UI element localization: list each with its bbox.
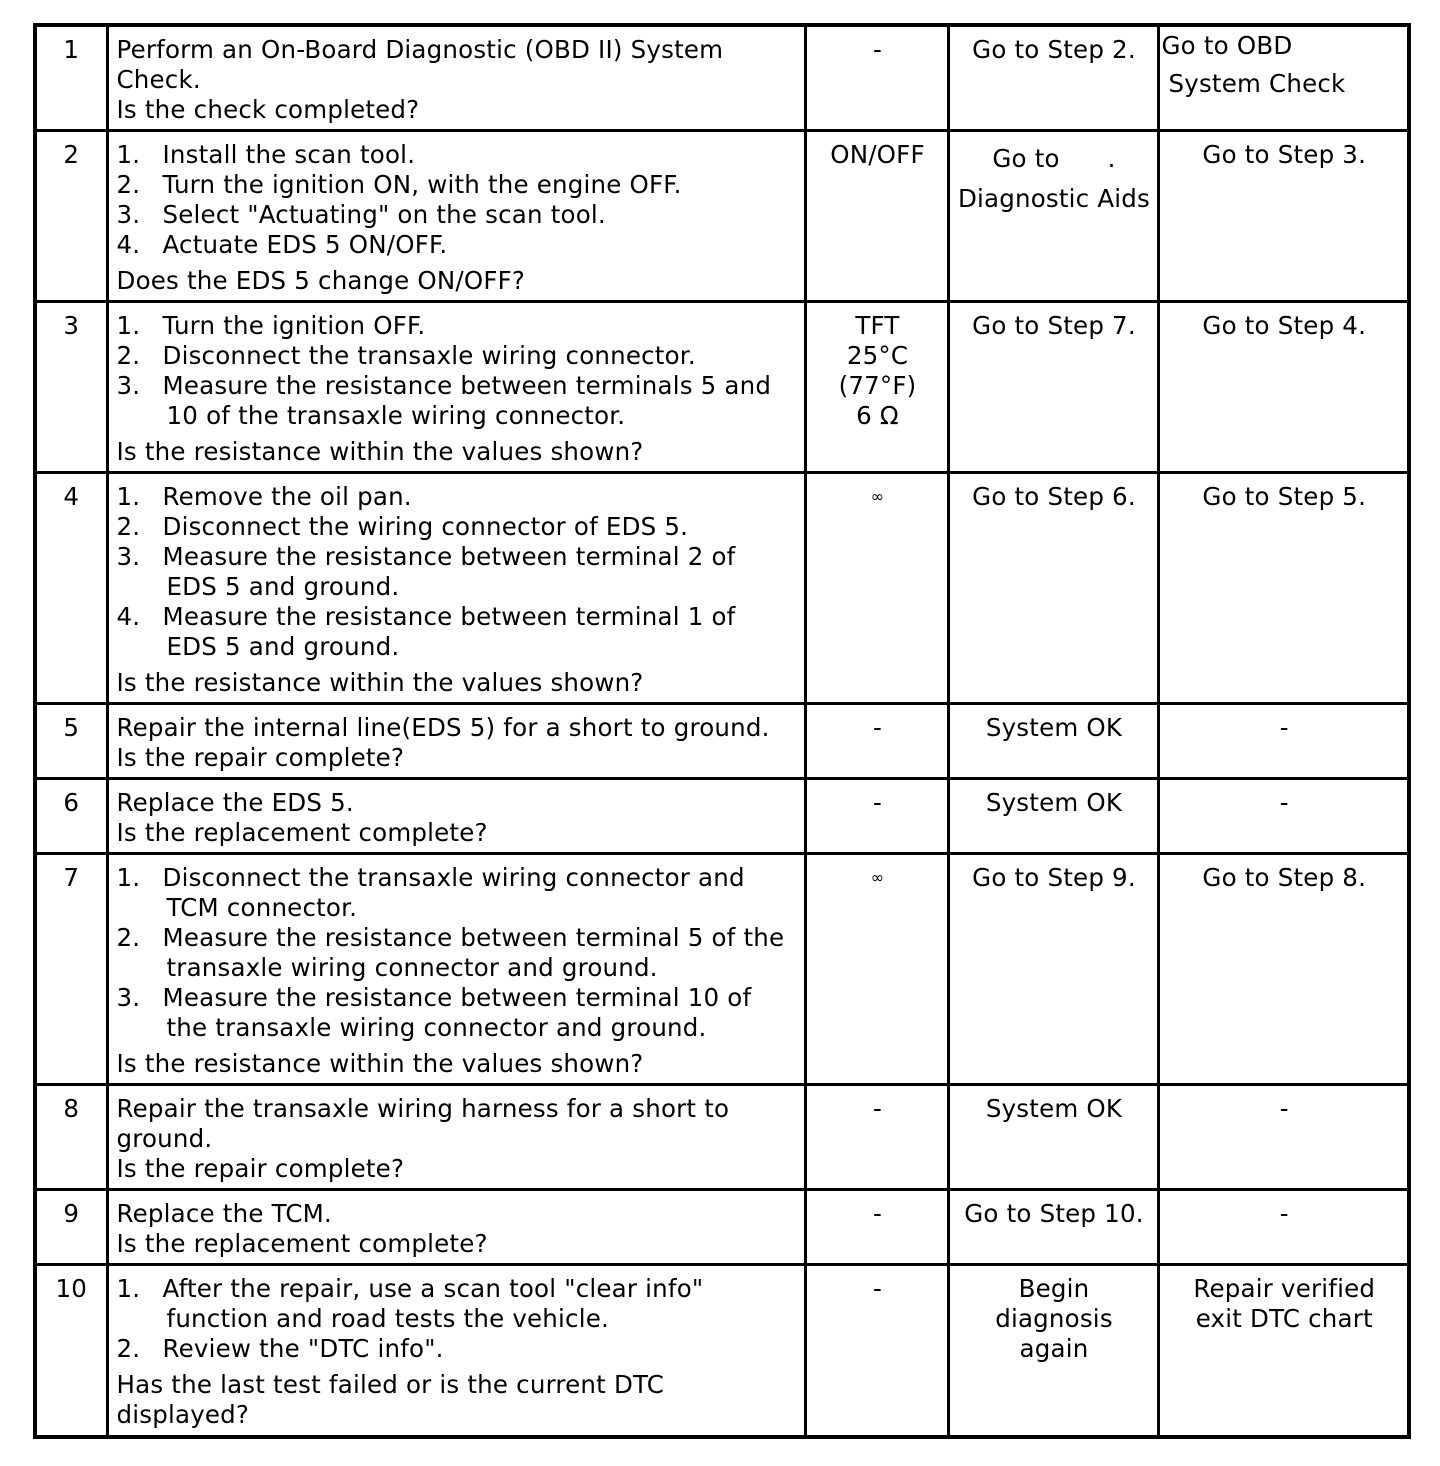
list-item-text: EDS 5 and ground.: [166, 572, 400, 601]
yes-text: Diagnostic Aids: [957, 184, 1151, 213]
list-item: [117, 140, 798, 170]
table-row: [35, 1190, 1409, 1265]
action-cell: [107, 1085, 805, 1190]
list-item: [117, 371, 798, 431]
yes-text: Go to .: [992, 144, 1116, 173]
list-item-text: TCM connector.: [166, 893, 358, 922]
step-number: 5: [63, 713, 80, 742]
value-text: 6 Ω: [856, 401, 899, 430]
list-item-number: 3.: [116, 983, 141, 1012]
list-item-text: Actuate EDS 5 ON/OFF.: [162, 230, 448, 259]
question-text: Is the resistance within the values shown?: [116, 437, 644, 466]
list-item-number: 3.: [116, 542, 141, 571]
yes-cell: [948, 473, 1158, 704]
no-text: System Check: [1168, 69, 1346, 98]
yes-cell: [948, 302, 1158, 473]
value-cell: [805, 25, 948, 131]
no-cell: [1158, 704, 1409, 779]
no-text: -: [1279, 1199, 1289, 1228]
no-cell: [1158, 25, 1409, 131]
list-item-number: 1.: [116, 482, 141, 511]
list-item-text: After the repair, use a scan tool "clear info": [162, 1274, 704, 1303]
step-number: 9: [63, 1199, 80, 1228]
value-text: -: [872, 35, 883, 64]
step-number-cell: [35, 779, 107, 854]
question-text: Is the replacement complete?: [116, 818, 488, 847]
value-cell: [805, 704, 948, 779]
list-item-number: 4.: [116, 602, 141, 631]
action-cell: [107, 1265, 805, 1437]
action-text: Repair the internal line(EDS 5) for a short to ground.: [116, 713, 770, 742]
list-item-text: 10 of the transaxle wiring connector.: [166, 401, 626, 430]
list-item: [117, 341, 798, 371]
list-item-number: 1.: [116, 1274, 141, 1303]
yes-text: Begin: [1018, 1274, 1090, 1303]
list-item-text: function and road tests the vehicle.: [166, 1304, 609, 1333]
list-item: [117, 1274, 798, 1334]
yes-cell: [948, 1265, 1158, 1437]
list-item-number: 2.: [116, 923, 141, 952]
yes-text: Go to Step 9.: [972, 863, 1136, 892]
value-text: -: [872, 1274, 883, 1303]
step-number: 6: [63, 788, 80, 817]
value-cell: [805, 1265, 948, 1437]
yes-text: Go to Step 7.: [972, 311, 1136, 340]
value-text: 25°C: [846, 341, 909, 370]
question-text: Has the last test failed or is the current DTC: [116, 1370, 665, 1399]
list-item-text: Select "Actuating" on the scan tool.: [162, 200, 606, 229]
list-item-text: Disconnect the wiring connector of EDS 5.: [162, 512, 689, 541]
list-item-text: Remove the oil pan.: [162, 482, 412, 511]
question-text: Is the resistance within the values shown?: [116, 668, 644, 697]
yes-cell: [948, 854, 1158, 1085]
step-number: 7: [63, 863, 80, 892]
step-number: 4: [63, 482, 80, 511]
list-item: [117, 863, 798, 923]
yes-text: again: [1019, 1334, 1089, 1363]
step-number-cell: [35, 704, 107, 779]
no-text: Repair verified: [1193, 1274, 1376, 1303]
action-text: Replace the EDS 5.: [116, 788, 354, 817]
value-text: ON/OFF: [830, 140, 925, 169]
value-cell: [805, 1085, 948, 1190]
value-cell: [805, 854, 948, 1085]
list-item: [117, 512, 798, 542]
step-number-cell: [35, 1190, 107, 1265]
table-row: [35, 1265, 1409, 1437]
action-text: Check.: [116, 65, 201, 94]
yes-cell: [948, 1085, 1158, 1190]
list-item-number: 3.: [116, 371, 141, 400]
list-item-text: EDS 5 and ground.: [166, 632, 400, 661]
list-item: [117, 602, 798, 662]
table-row: [35, 704, 1409, 779]
no-cell: [1158, 1190, 1409, 1265]
step-number-cell: [35, 1265, 107, 1437]
value-text: -: [872, 1199, 883, 1228]
action-cell: [107, 704, 805, 779]
no-text: Go to Step 5.: [1202, 482, 1367, 511]
question-text: Does the EDS 5 change ON/OFF?: [116, 266, 526, 295]
value-text: ∞: [870, 868, 885, 887]
action-text: Replace the TCM.: [116, 1199, 332, 1228]
yes-cell: [948, 704, 1158, 779]
yes-cell: [948, 1190, 1158, 1265]
value-cell: [805, 779, 948, 854]
list-item: [117, 311, 798, 341]
action-text: ground.: [116, 1124, 213, 1153]
list-item-text: Disconnect the transaxle wiring connector.: [162, 341, 696, 370]
no-text: -: [1279, 1094, 1289, 1123]
yes-text: Go to Step 10.: [964, 1199, 1144, 1228]
yes-text: System OK: [985, 713, 1123, 742]
yes-cell: [948, 131, 1158, 302]
step-number-cell: [35, 25, 107, 131]
yes-text: System OK: [985, 788, 1123, 817]
no-text: Go to OBD: [1161, 31, 1293, 60]
list-item: [117, 230, 798, 260]
action-cell: [107, 473, 805, 704]
list-item-number: 2.: [116, 170, 141, 199]
list-item-text: the transaxle wiring connector and ground.: [166, 1013, 707, 1042]
action-cell: [107, 25, 805, 131]
list-item-text: Measure the resistance between terminal 2 of: [162, 542, 736, 571]
step-number: 3: [63, 311, 80, 340]
list-item: [117, 170, 798, 200]
table-row: [35, 779, 1409, 854]
yes-text: diagnosis: [995, 1304, 1113, 1333]
no-text: Go to Step 4.: [1202, 311, 1367, 340]
list-item-text: Measure the resistance between terminal 1 of: [162, 602, 736, 631]
list-item: [117, 482, 798, 512]
no-text: Go to Step 8.: [1202, 863, 1367, 892]
list-item: [117, 200, 798, 230]
no-text: exit DTC chart: [1195, 1304, 1373, 1333]
list-item-text: Measure the resistance between terminal 10 of: [162, 983, 752, 1012]
no-text: Go to Step 3.: [1202, 140, 1367, 169]
value-cell: [805, 1190, 948, 1265]
step-number-cell: [35, 1085, 107, 1190]
step-number: 8: [63, 1094, 80, 1123]
question-text: displayed?: [116, 1400, 250, 1429]
no-cell: [1158, 1085, 1409, 1190]
step-number-cell: [35, 302, 107, 473]
no-cell: [1158, 302, 1409, 473]
table-row: [35, 854, 1409, 1085]
list-item-text: Disconnect the transaxle wiring connector and: [162, 863, 745, 892]
list-item-number: 1.: [116, 140, 141, 169]
value-text: TFT: [855, 311, 900, 340]
question-text: Is the replacement complete?: [116, 1229, 488, 1258]
yes-text: Go to Step 6.: [972, 482, 1136, 511]
question-text: Is the resistance within the values shown?: [116, 1049, 644, 1078]
step-number: 10: [55, 1274, 88, 1303]
yes-cell: [948, 25, 1158, 131]
question-text: Is the check completed?: [116, 95, 420, 124]
yes-text: Go to Step 2.: [972, 35, 1136, 64]
list-item-number: 2.: [116, 512, 141, 541]
action-cell: [107, 302, 805, 473]
value-cell: [805, 302, 948, 473]
value-text: ∞: [870, 487, 885, 506]
action-cell: [107, 854, 805, 1085]
table-row: [35, 1085, 1409, 1190]
list-item: [117, 923, 798, 983]
question-text: Is the repair complete?: [116, 743, 405, 772]
step-number-cell: [35, 131, 107, 302]
diagnostic-table: [33, 23, 1411, 1439]
list-item-number: 2.: [116, 1334, 141, 1363]
list-item: [117, 1334, 798, 1364]
list-item: [117, 542, 798, 602]
action-cell: [107, 131, 805, 302]
yes-text: System OK: [985, 1094, 1123, 1123]
value-text: -: [872, 788, 883, 817]
list-item-number: 1.: [116, 311, 141, 340]
value-text: -: [872, 713, 883, 742]
list-item-number: 2.: [116, 341, 141, 370]
no-cell: [1158, 1265, 1409, 1437]
question-text: Is the repair complete?: [116, 1154, 405, 1183]
step-number: 2: [63, 140, 80, 169]
list-item-text: Measure the resistance between terminal 5 of the: [162, 923, 785, 952]
list-item-text: Install the scan tool.: [162, 140, 416, 169]
value-cell: [805, 131, 948, 302]
yes-cell: [948, 779, 1158, 854]
list-item-text: Measure the resistance between terminals 5 and: [162, 371, 772, 400]
value-text: -: [872, 1094, 883, 1123]
list-item-text: transaxle wiring connector and ground.: [166, 953, 658, 982]
step-number-cell: [35, 473, 107, 704]
table-row: [35, 473, 1409, 704]
value-cell: [805, 473, 948, 704]
no-cell: [1158, 854, 1409, 1085]
table-row: [35, 25, 1409, 131]
table-row: [35, 302, 1409, 473]
list-item: [117, 983, 798, 1043]
list-item-text: Turn the ignition ON, with the engine OFF.: [162, 170, 682, 199]
step-number: 1: [63, 35, 80, 64]
list-item-text: Turn the ignition OFF.: [162, 311, 426, 340]
no-text: -: [1279, 788, 1289, 817]
table-row: [35, 131, 1409, 302]
list-item-text: Review the "DTC info".: [162, 1334, 444, 1363]
step-number-cell: [35, 854, 107, 1085]
action-cell: [107, 779, 805, 854]
list-item-number: 1.: [116, 863, 141, 892]
list-item-number: 4.: [116, 230, 141, 259]
no-cell: [1158, 473, 1409, 704]
value-text: (77°F): [838, 371, 917, 400]
list-item-number: 3.: [116, 200, 141, 229]
no-cell: [1158, 779, 1409, 854]
action-text: Repair the transaxle wiring harness for a short to: [116, 1094, 730, 1123]
no-cell: [1158, 131, 1409, 302]
no-text: -: [1279, 713, 1289, 742]
action-text: Perform an On-Board Diagnostic (OBD II) System: [116, 35, 724, 64]
table-body: [35, 25, 1409, 1437]
action-cell: [107, 1190, 805, 1265]
